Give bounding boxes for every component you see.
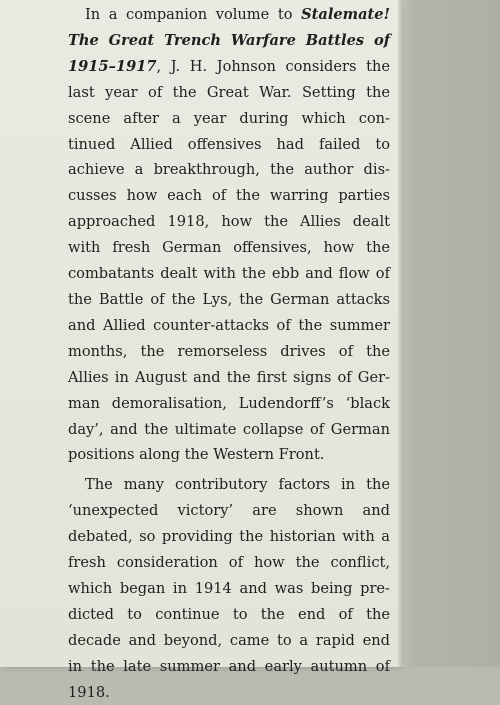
blurb-line: approached 1918, how the Allies dealt [68, 213, 390, 231]
blurb-line: 1915–1917, J. H. Johnson considers the [68, 57, 390, 75]
blurb-line: and Allied counter-attacks of the summer [68, 316, 390, 334]
blurb-line: in the late summer and early autumn of [68, 657, 390, 675]
blurb-line: dicted to continue to the end of the [68, 605, 390, 623]
book-title-emphasis: The Great Trench Warfare Battles of [68, 31, 390, 49]
jacket-edge [398, 0, 402, 667]
book-title-emphasis: 1915–1917 [68, 57, 157, 75]
blurb-line: the Battle of the Lys, the German attacks [68, 290, 390, 308]
blurb-line: achieve a breakthrough, the author dis- [68, 161, 390, 179]
blurb-line: which began in 1914 and was being pre- [68, 579, 390, 597]
blurb-line: scene after a year during which con- [68, 109, 390, 127]
blurb-line: Allies in August and the first signs of Ger- [68, 368, 390, 386]
blurb-line: The many contributory factors in the [85, 476, 390, 494]
blurb-line: decade and beyond, came to a rapid end [68, 631, 390, 649]
blurb-line [68, 28, 390, 54]
blurb-line: debated, so providing the historian with a [68, 528, 390, 546]
blurb-line: man demoralisation, Ludendorff’s ‘black [68, 394, 390, 412]
blurb-line: positions along the Western Front. [68, 446, 325, 464]
blurb-line: fresh consideration of how the conflict, [68, 554, 390, 572]
blurb-line: with fresh German offensives, how the [68, 239, 390, 257]
book-title-emphasis: Stalemate! [301, 6, 390, 23]
blurb-line: day’, and the ultimate collapse of German [68, 420, 390, 438]
blurb-line: cusses how each of the warring parties [68, 187, 390, 205]
blurb-line: months, the remorseless drives of the [68, 342, 390, 360]
blurb-line: 1918. [68, 683, 110, 701]
blurb-line: In a companion volume to Stalemate! [85, 6, 390, 23]
blurb-line: tinued Allied offensives had failed to [68, 135, 390, 153]
blurb-line: combatants dealt with the ebb and flow of [68, 265, 390, 283]
blurb-text [68, 2, 390, 705]
blurb-line: last year of the Great War. Setting the [68, 83, 390, 101]
blurb-line: ‘unexpected victory’ are shown and [68, 502, 390, 520]
